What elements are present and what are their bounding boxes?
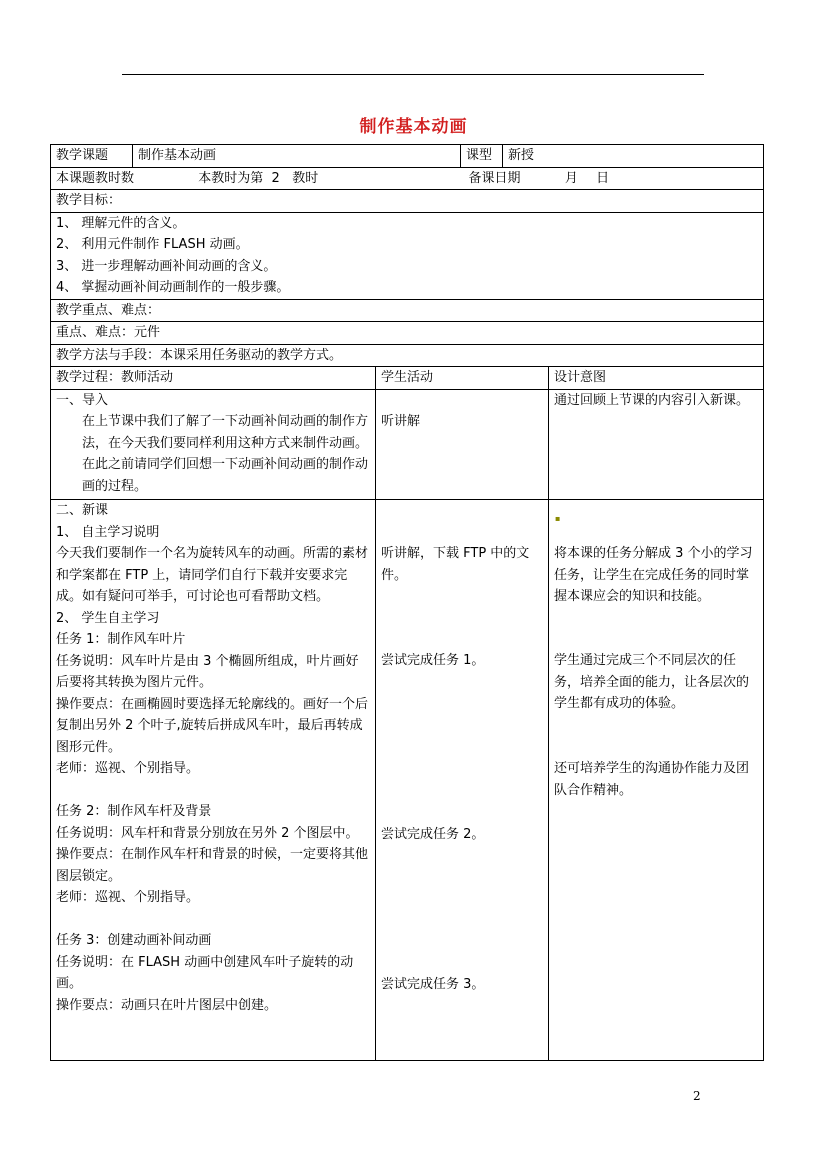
task2-key: 操作要点：在制作风车杆和背景的时候，一定要将其他图层锁定。	[56, 847, 369, 884]
label-prep-date: 备课日期	[468, 170, 521, 186]
task3-desc: 任务说明：在 FLASH 动画中创建风车叶子旋转的动画。	[56, 954, 354, 991]
design-intent-3: 还可培养学生的沟通协作能力及团队合作精神。	[554, 761, 750, 798]
document-title: 制作基本动画	[359, 117, 468, 137]
task2-title: 任务 2：制作风车杆及背景	[56, 804, 212, 819]
goal-item: 2、 利用元件制作 FLASH 动画。	[56, 237, 249, 252]
goal-item: 3、 进一步理解动画补间动画的含义。	[56, 258, 277, 274]
keypoints-value: 重点、难点：元件	[51, 322, 764, 345]
label-hours: 本课题教时数	[56, 170, 135, 186]
label-topic: 教学课题	[51, 145, 133, 168]
keypoints-label: 教学重点、难点：	[51, 299, 764, 322]
row-hours	[51, 167, 764, 190]
newlesson-sub1: 1、 自主学习说明	[56, 524, 160, 540]
row-goals	[51, 212, 764, 299]
row-new-lesson	[51, 500, 764, 1061]
newlesson-heading: 二、新课	[56, 503, 109, 518]
newlesson-sub2: 2、 学生自主学习	[56, 610, 160, 626]
row-headers	[51, 367, 764, 390]
row-goals-label	[51, 190, 764, 213]
row-intro	[51, 389, 764, 500]
row-topic	[51, 145, 764, 168]
bullet-mark: ▪	[555, 514, 561, 523]
header-student: 学生活动	[376, 367, 549, 390]
student-task1: 尝试完成任务 1。	[381, 653, 485, 668]
row-keypoints	[51, 322, 764, 345]
design-intent-2: 学生通过完成三个不同层次的任务，培养全面的能力，让各层次的学生都有成功的体验。	[554, 653, 750, 711]
this-hour: 本教时为第 2 教时	[198, 170, 319, 186]
header-design: 设计意图	[549, 367, 764, 390]
header-rule	[122, 74, 704, 75]
prep-month: 月	[564, 170, 578, 186]
task2-desc: 任务说明：风车杆和背景分别放在另外 2 个图层中。	[56, 825, 359, 841]
student-task2: 尝试完成任务 2。	[381, 827, 485, 842]
task1-desc: 任务说明：风车叶片是由 3 个椭圆所组成，叶片画好后要将其转换为图片元件。	[56, 653, 359, 690]
intro-heading: 一、导入	[56, 392, 109, 408]
student-download: 听讲解，下载 FTP 中的文件。	[381, 546, 530, 583]
task3-key: 操作要点：动画只在叶片图层中创建。	[56, 997, 278, 1013]
intro-text: 在上节课中我们了解了一下动画补间动画的制作方法，在今天我们要同样利用这种方式来制件动画。在此之前请同学们回想一下动画补间动画的制作动画的过程。	[82, 414, 369, 494]
task1-key: 操作要点：在画椭圆时要选择无轮廓线的。画好一个后复制出另外 2 个叶子,旋转后拼成风车叶，最后再转成图形元件。	[56, 696, 369, 755]
task1-teacher: 老师：巡视、个别指导。	[56, 761, 200, 776]
task1-title: 任务 1：制作风车叶片	[56, 632, 186, 647]
task3-title: 任务 3：创建动画补间动画	[56, 933, 212, 948]
label-lesson-type: 课型	[461, 145, 503, 168]
page-number: 2	[693, 1089, 701, 1103]
newlesson-sub1-text: 今天我们要制作一个名为旋转风车的动画。所需的素材和学案都在 FTP 上，请同学们自行下载并安要求完成。如有疑问可举手，可讨论也可看帮助文档。	[56, 546, 369, 604]
intro-student-activity: 听讲解	[381, 414, 421, 429]
lesson-type-value: 新授	[503, 145, 764, 168]
row-keypoints-label	[51, 299, 764, 322]
goal-item: 4、 掌握动画补间动画制作的一般步骤。	[56, 280, 290, 295]
intro-design-intent: 通过回顾上节课的内容引入新课。	[549, 389, 764, 500]
lesson-plan-table	[50, 144, 764, 1061]
design-intent-1: 将本课的任务分解成 3 个小的学习任务，让学生在完成任务的同时掌握本课应会的知识和技能。	[554, 546, 753, 604]
prep-day: 日	[596, 170, 610, 186]
teaching-method: 教学方法与手段：本课采用任务驱动的教学方式。	[51, 344, 764, 367]
student-task3: 尝试完成任务 3。	[381, 977, 485, 992]
topic-value: 制作基本动画	[133, 145, 461, 168]
goal-item: 1、 理解元件的含义。	[56, 215, 186, 231]
row-method	[51, 344, 764, 367]
header-teacher: 教学过程：教师活动	[51, 367, 376, 390]
goals-label: 教学目标：	[51, 190, 764, 213]
task2-teacher: 老师：巡视、个别指导。	[56, 890, 200, 905]
